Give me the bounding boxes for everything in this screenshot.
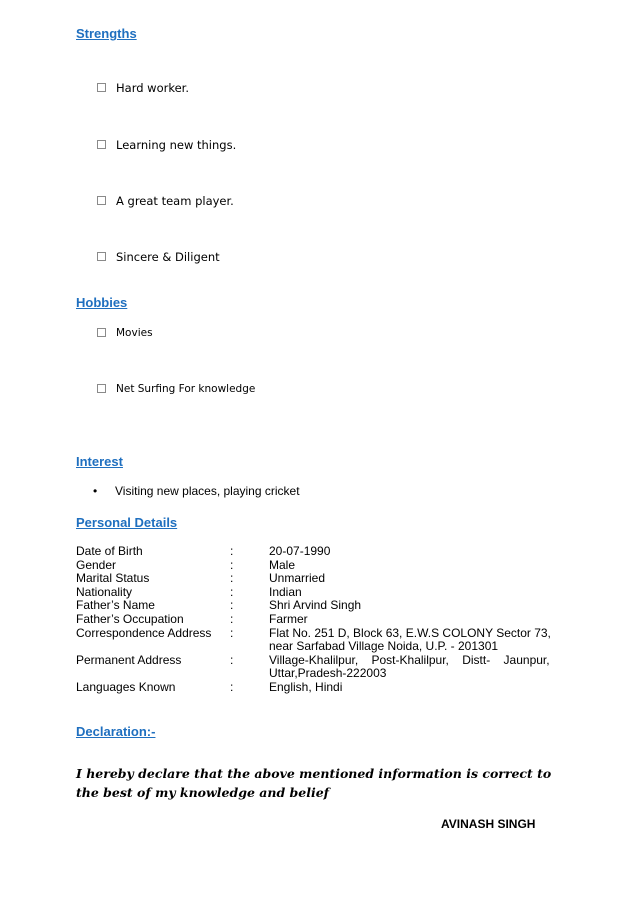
hobbies-heading: Hobbies: [76, 295, 128, 310]
detail-separator: :: [230, 584, 234, 599]
strength-item-text: Hard worker.: [116, 81, 189, 95]
checkbox-bullet-icon: [97, 83, 106, 92]
interest-bullet-icon: •: [93, 484, 98, 498]
detail-separator: :: [230, 625, 234, 640]
detail-value-line2: near Sarfabad Village Noida, U.P. - 201301: [269, 639, 499, 654]
detail-label: Marital Status: [76, 571, 150, 586]
checkbox-bullet-icon: [97, 384, 106, 393]
personal-details-heading: Personal Details: [76, 515, 178, 530]
detail-value: Village-Khalilpur, Post-Khalilpur, Distt- Jaunpur,: [269, 652, 550, 667]
detail-separator: :: [230, 544, 234, 558]
strength-item: [97, 138, 236, 152]
detail-label: Permanent Address: [76, 652, 182, 667]
detail-value: English, Hindi: [269, 680, 343, 694]
interest-heading: Interest: [76, 454, 123, 469]
declaration-text: I hereby declare that the above mentioned information is correct to the best of my knowledge and belief: [76, 766, 552, 800]
hobby-item: [97, 327, 153, 339]
checkbox-bullet-icon: [97, 252, 106, 261]
checkbox-bullet-icon: [97, 328, 106, 337]
detail-label: Father’s Name: [76, 598, 155, 613]
detail-value: 20-07-1990: [269, 544, 331, 558]
declaration-heading: Declaration:-: [76, 724, 156, 739]
detail-value: Indian: [269, 584, 302, 599]
detail-label: Date of Birth: [76, 544, 143, 558]
strengths-heading: Strengths: [76, 26, 137, 41]
detail-value: Flat No. 251 D, Block 63, E.W.S COLONY Sector 73,: [269, 625, 551, 640]
strength-item-text: Sincere & Diligent: [116, 250, 220, 264]
detail-label: Gender: [76, 557, 117, 572]
checkbox-bullet-icon: [97, 196, 106, 205]
strength-item: [97, 250, 220, 264]
detail-label: Nationality: [76, 584, 133, 599]
detail-value: Male: [269, 557, 296, 572]
strength-item: [97, 194, 234, 208]
hobby-item-text: Net Surfing For knowledge: [116, 383, 256, 395]
hobby-item-text: Movies: [116, 327, 153, 339]
strength-item: [97, 81, 189, 95]
checkbox-bullet-icon: [97, 140, 106, 149]
detail-separator: :: [230, 598, 234, 613]
strength-item-text: A great team player.: [116, 194, 234, 208]
detail-separator: :: [230, 571, 234, 586]
hobby-item: [97, 383, 255, 395]
detail-value-line2: Uttar,Pradesh-222003: [269, 666, 387, 681]
detail-label: Father’s Occupation: [76, 612, 184, 626]
detail-separator: :: [230, 680, 234, 694]
signature-name: AVINASH SINGH: [441, 817, 536, 831]
detail-label: Correspondence Address: [76, 625, 212, 640]
detail-separator: :: [230, 557, 234, 572]
interest-item: Visiting new places, playing cricket: [115, 484, 300, 498]
detail-label: Languages Known: [76, 680, 176, 694]
detail-separator: :: [230, 612, 234, 626]
detail-value: Farmer: [269, 612, 308, 626]
detail-value: Unmarried: [269, 571, 326, 586]
strength-item-text: Learning new things.: [116, 138, 237, 152]
detail-value: Shri Arvind Singh: [269, 598, 362, 613]
detail-separator: :: [230, 652, 234, 667]
